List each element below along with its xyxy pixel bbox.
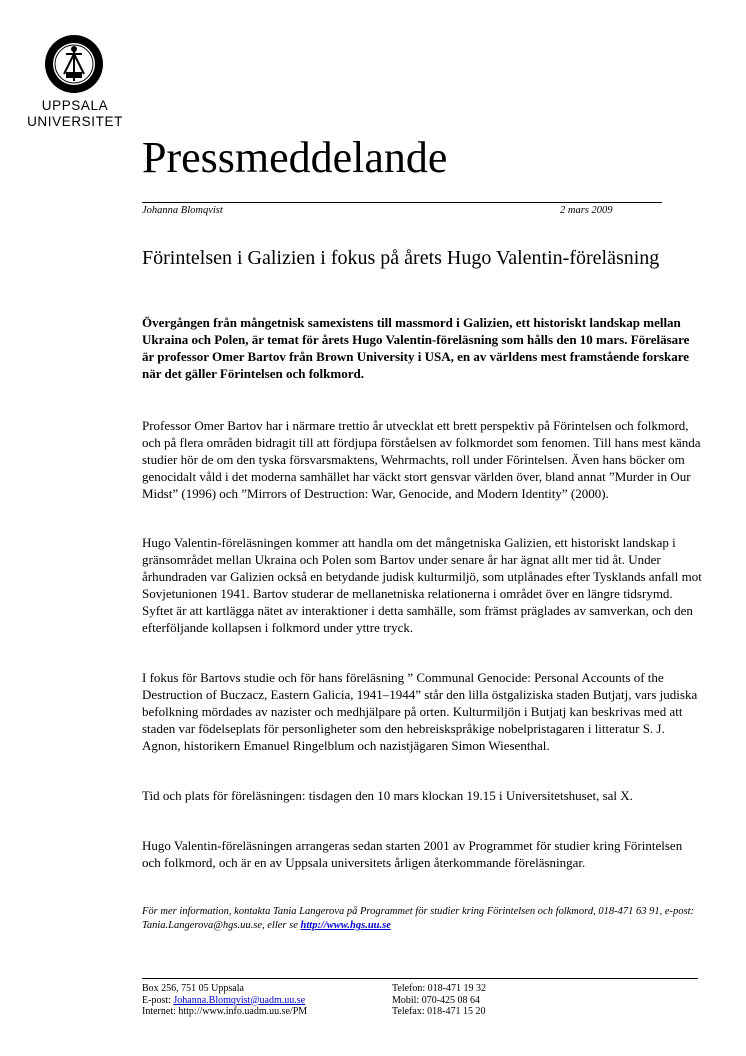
footer-email-link[interactable]: Johanna.Blomqvist@uadm.uu.se <box>173 994 306 1006</box>
footer-divider <box>142 978 698 979</box>
contact-info <box>142 905 712 932</box>
page-title: Pressmeddelande <box>142 133 448 182</box>
lead-paragraph: Övergången från mångetnisk samexistens till massmord i Galizien, ett historiskt landskap mellan Ukraina och Polen, är temat för årets Hugo Valentin-föreläsning som hålls den 10 mars. Föreläsare är professor Omer Bartov från Brown University i USA, en av världens mest framstående forskare när det gäller Förintelsen och folkmord. <box>142 315 690 381</box>
university-name-line2: UNIVERSITET <box>27 114 123 129</box>
footer-address: Box 256, 751 05 Uppsala <box>142 983 244 994</box>
body-paragraph-1: Professor Omer Bartov har i närmare trettio år utvecklat ett brett perspektiv på Förintelsen och folkmord, och på flera områden bidragit till att fördjupa förståelsen av folkmordet som fenomen. Till hans mest kända studier hör de om den tyska försvarsmaktens, Wehrmachts, roll under Förintelsen. Även hans böcker om genocidalt våld i det moderna samhället har väckt stort gensvar världen över, bland annat ”Murder in Our Midst” (1996) och ”Mirrors of Destruction: War, Genocide, and Modern Identity” (2000). <box>142 418 701 501</box>
footer-left <box>142 983 307 1018</box>
university-name-line1: UPPSALA <box>41 98 109 113</box>
footer-phone: Telefon: 018-471 19 32 <box>392 983 487 994</box>
university-seal-logo <box>44 34 104 94</box>
article-headline: Förintelsen i Galizien i fokus på årets Hugo Valentin-föreläsning <box>142 247 660 269</box>
footer-mobile: Mobil: 070-425 08 64 <box>392 994 481 1006</box>
body-paragraph-5: Hugo Valentin-föreläsningen arrangeras sedan starten 2001 av Programmet för studier kring Förintelsen och folkmord, och är en av Uppsala universitets årligen återkommande föreläsningar. <box>142 838 683 870</box>
date: 2 mars 2009 <box>560 205 613 216</box>
body-paragraph-3: I fokus för Bartovs studie och för hans föreläsning ” Communal Genocide: Personal Accounts of the Destruction of Buczacz, Eastern Galicia, 1941–1944” står den lilla östgaliziska staden Butjatj, vars judiska befolkning mördades av nazister och medhjälpare på orten. Kulturmiljön i Butjatj kan beskrivas med att staden var födelseplats för personligheter som den hebreiskspråkige nobelpristagaren i litteratur S. J. Agnon, historikern Emanuel Ringelblum och nazistjägaren Simon Wiesenthal. <box>142 670 698 753</box>
footer-email-label: E-post: <box>142 994 174 1006</box>
body-paragraph-4: Tid och plats för föreläsningen: tisdagen den 10 mars klockan 19.15 i Universitetshuset, sal X. <box>142 788 633 803</box>
footer-email-line <box>142 995 307 1007</box>
website-link[interactable]: http://www.hgs.uu.se <box>300 919 391 931</box>
header-divider <box>142 202 662 203</box>
author: Johanna Blomqvist <box>142 205 223 216</box>
footer-right <box>392 983 486 1018</box>
footer-internet: Internet: http://www.info.uadm.uu.se/PM <box>142 1006 308 1017</box>
footer-fax: Telefax: 018-471 15 20 <box>392 1006 486 1017</box>
body-paragraph-2: Hugo Valentin-föreläsningen kommer att handla om det mångetniska Galizien, ett historiskt landskap i gränsområdet mellan Ukraina och Polen som Bartov under senare år har ägnat allt mer tid åt. Under århundraden var Galizien också en betydande judisk kulturmiljö, som utplånades efter Tysklands anfall mot Sovjetunionen 1941. Bartov studerar de mellanetniska relationerna i området över en längre tidsrymd. Syftet är att kartlägga nätet av interaktioner i detta samhälle, som främst präglades av samverkan, och den efterföljande kollapsen i folkmord under yttre tryck. <box>142 535 702 635</box>
contact-text: För mer information, kontakta Tania Langerova på Programmet för studier kring Förintelsen och folkmord, 018-471 63 91, e-post: Tania.Langerova@hgs.uu.se, eller se <box>142 906 694 931</box>
